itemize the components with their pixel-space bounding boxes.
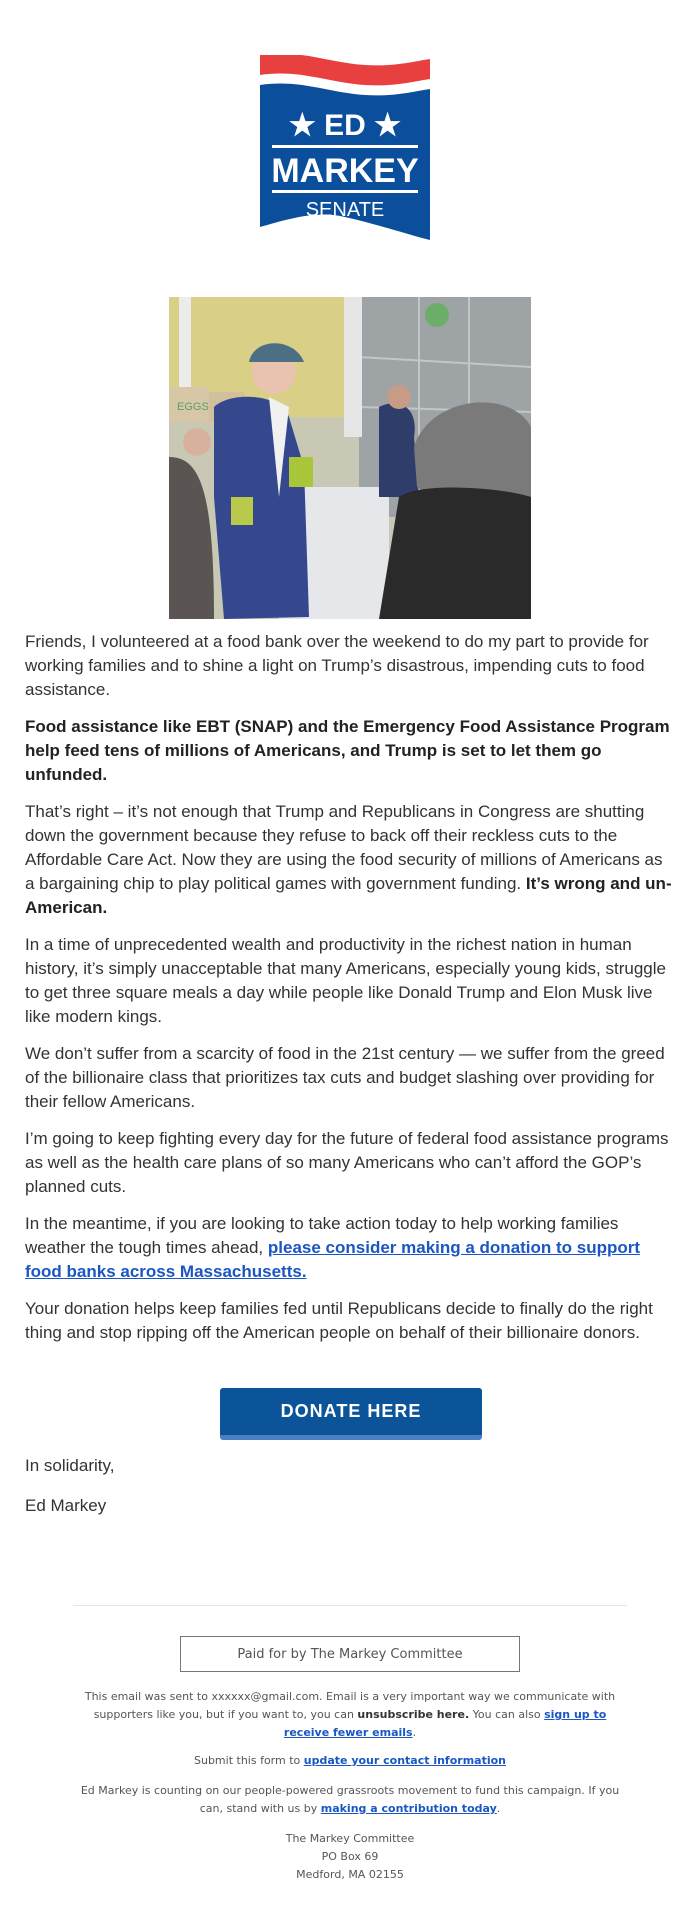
paragraph-headline: Food assistance like EBT (SNAP) and the Emergency Food Assistance Program help feed tens of millions of Americans, and Trump is set to let them go unfunded.: [25, 717, 670, 784]
fewer-emails-link[interactable]: sign up to receive fewer emails: [283, 1708, 607, 1739]
contribution-link[interactable]: making a contribution today: [320, 1802, 497, 1815]
closing: In solidarity,: [25, 1456, 115, 1475]
signature-name: Ed Markey: [25, 1496, 107, 1515]
paragraph-scarcity: We don’t suffer from a scarcity of food in the 21st century — we suffer from the greed of the billionaire class that prioritizes tax cuts and budget slashing over providing for their fellow Americans.: [25, 1044, 665, 1111]
svg-text:EGGS: EGGS: [177, 401, 209, 413]
donate-button[interactable]: DONATE HERE: [220, 1388, 482, 1440]
address-line-1: The Markey Committee: [285, 1832, 415, 1845]
logo-markey-text: MARKEY: [271, 152, 419, 190]
emphasis-wrong: It’s wrong and un-American.: [25, 874, 672, 917]
footer-contribution-appeal: Ed Markey is counting on our people-powered grassroots movement to fund this campaign. If you can, stand with us by making a contribution today.: [80, 1784, 620, 1815]
logo-senate-text: SENATE: [305, 199, 385, 221]
email-body: [25, 630, 675, 1358]
logo-ed-text: ED: [324, 109, 366, 142]
paid-for-disclaimer: Paid for by The Markey Committee: [180, 1636, 520, 1672]
svg-text:★ ED ★: ★ ED ★: [288, 109, 402, 142]
update-contact-link[interactable]: update your contact information: [303, 1754, 506, 1767]
address-line-2: PO Box 69: [321, 1850, 379, 1863]
paragraph-fighting: I’m going to keep fighting every day for the future of federal food assistance programs as well as the health care plans of so many Americans who can’t afford the GOP’s planned cuts.: [25, 1129, 669, 1196]
footer-update-contact: Submit this form to update your contact information: [193, 1754, 506, 1767]
footer-address: [70, 1830, 630, 1884]
hero-photo: [169, 297, 531, 619]
logo-rule-top: [272, 145, 418, 148]
paragraph-donation-helps: Your donation helps keep families fed until Republicans decide to finally do the right thing and stop ripping off the American people on behalf of their billionaire donors.: [25, 1299, 653, 1342]
paragraph-shutdown: That’s right – it’s not enough that Trump and Republicans in Congress are shutting down the government because they refuse to back off their reckless cuts to the Affordable Care Act. Now they are using the food security of millions of Americans as a bargaining chip to play political games with government funding. It’s wrong and un-American.: [25, 802, 672, 917]
footer-divider: [73, 1605, 627, 1606]
food-bank-donation-link[interactable]: please consider making a donation to support food banks across Massachusetts.: [25, 1238, 641, 1281]
unsubscribe-link[interactable]: unsubscribe here.: [357, 1708, 470, 1721]
flag-red-stripe: [260, 55, 430, 85]
address-line-3: Medford, MA 02155: [296, 1868, 404, 1881]
paragraph-intro: Friends, I volunteered at a food bank over the weekend to do my part to provide for working families and to shine a light on Trump’s disastrous, impending cuts to food assistance.: [25, 632, 649, 699]
recipient-email: xxxxxx@gmail.com: [211, 1690, 320, 1703]
paragraph-wealth: In a time of unprecedented wealth and productivity in the richest nation in human history, it’s simply unacceptable that many Americans, especially young kids, struggle to get three square meals a day while people like Donald Trump and Elon Musk live like modern kings.: [25, 935, 666, 1026]
footer-email-notice: This email was sent to xxxxxx@gmail.com. Email is a very important way we communicate with supporters like you, but if you want to, you can unsubscribe here. You can also sign up to receive fewer emails.: [84, 1690, 616, 1739]
markey-senate-logo: [260, 55, 430, 240]
logo-rule-bottom: [272, 190, 418, 193]
paragraph-meantime: In the meantime, if you are looking to take action today to help working families weather the tough times ahead, please consider making a donation to support food banks across Massachusetts.: [25, 1214, 641, 1281]
